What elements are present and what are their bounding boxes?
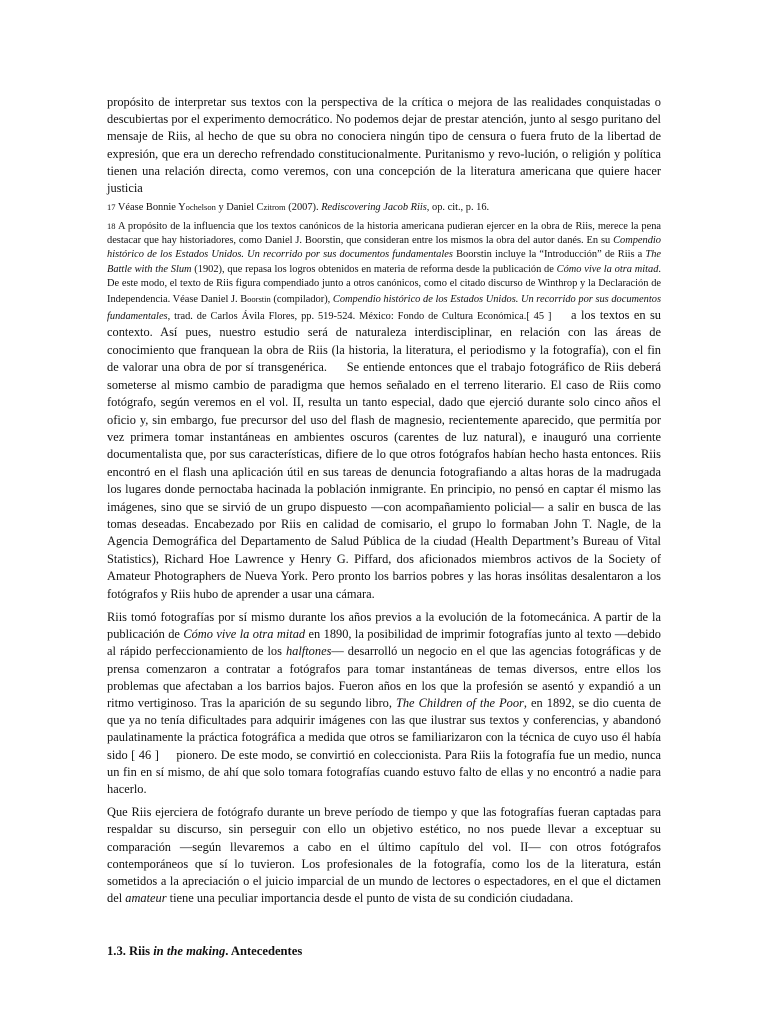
- paragraph-intro: propósito de interpretar sus textos con la perspectiva de la crítica o mejora de las realidades conquistadas o descubiertas por el experimento democrático. No podemos dejar de prestar atención, junto al sesgo puritano del mensaje de Riis, al hecho de que su obra no conociera ningún tipo de censura o fuera fruto de la libertad de expresión, que era un derecho refrendado constitucionalmente. Puritanismo y revo-lución, o religión y política tienen una relación directa, como veremos, con una concepción de la literatura americana que quiere hacer justicia: [107, 95, 661, 196]
- footnote-17: 17 Véase Bonnie Yochelson y Daniel Czitrom (2007). Rediscovering Jacob Riis, op. cit., p. 16.: [107, 202, 490, 214]
- footnote-number: 18: [107, 220, 116, 231]
- page-marker-46: [ 46 ]: [131, 747, 177, 762]
- body-continuation: a los textos en su contexto. Así pues, nuestro estudio será de naturaleza interdisciplinar, en relación con las áreas de conocimiento que franquean la obra de Riis (la historia, la literatura, el periodismo y la fotografía), con el fin de valorar una obra de por sí transgenérica. Se entiende entonces que el trabajo fotográfico de Riis deberá someterse al mismo cambio de paradigma que hemos señalado en el terreno literario. El caso de Riis como fotógrafo, según veremos en el vol. II, resulta un tanto especial, dado que ejerció durante solo cinco años el oficio y, sin embargo, fue precursor del uso del flash de magnesio, recientemente aparecido, que permitía por vez primera tomar instantáneas en ambientes oscuros (carentes de luz natural), e inauguró una corriente documentalista que, por sus características, difiere de lo que otros fotógrafos habían hecho hasta entonces. Riis encontró en el flash una aplicación útil en sus tareas de denuncia fotografiando a altas horas de la madrugada los lugares donde pernoctaba hacinada la población inmigrante. En principio, no pensó en captar él mismo las imágenes, sino que se sirvió de un grupo dispuesto —con acompañamiento policial— a salir en busca de las tomas deseadas. Encabezado por Riis en calidad de comisario, el grupo lo formaban John T. Nagle, de la Agencia Demográfica del Departamento de Salud Pública de la ciudad (Health Department’s Bureau of Vital Statistics), Richard Hoe Lawrence y Henry G. Piffard, dos aficionados miembros activos de la Society of Amateur Photographers de Nueva York. Pero pronto los barrios pobres y las horas insólitas desalentaron a los fotógrafos y Riis hubo de aprender a usar una cámara.: [107, 308, 661, 601]
- document-page: [107, 94, 661, 960]
- page-marker-45: [ 45 ]: [526, 311, 572, 323]
- footnote-number: 17: [107, 202, 116, 213]
- footnote-18: 18 A propósito de la influencia que los textos canónicos de la historia americana pudieran ejercer en la obra de Riis, merece la pena destacar que hay historiadores, como Daniel J. Boorstin, que consideran entre los mismos la obra del autor danés. En su Compendio histórico de los Estados Unidos. Un recorrido por sus documentos fundamentales Boorstin incluye la “Introducción” de Riis a The Battle with the Slum (1902), que repasa los logros obtenidos en materia de reforma desde la publicación de Cómo vive la otra mitad. De este modo, el texto de Riis figura compendiado junto a otros canónicos, como el citado discurso de Winthrop y la Declaración de Independencia. Véase Daniel J. Boorstin (compilador), Compendio histórico de los Estados Unidos. Un recorrido por sus documentos fundamentales, trad. de Carlos Ávila Flores, pp. 519-524. México: Fondo de Cultura Económica.[ 45 ] a los textos en su contexto. Así pues, nuestro estudio será de naturaleza interdisciplinar, en relación con las áreas de conocimiento que franquean la obra de Riis (la historia, la literatura, el periodismo y la fotografía), con el fin de valorar una obra de por sí transgenérica. Se entiende entonces que el trabajo fotográfico de Riis deberá someterse al mismo cambio de paradigma que hemos señalado en el terreno literario. El caso de Riis como fotógrafo, según veremos en el vol. II, resulta un tanto especial, dado que ejerció durante solo cinco años el oficio y, sin embargo, fue precursor del uso del flash de magnesio, recientemente aparecido, que permitía por vez primera tomar instantáneas en ambientes oscuros (carentes de luz natural), e inauguró una corriente documentalista que, por sus características, difiere de lo que otros fotógrafos habían hecho hasta entonces. Riis encontró en el flash una aplicación útil en sus tareas de denuncia fotografiando a altas horas de la madrugada los lugares donde pernoctaba hacinada la población inmigrante. En principio, no pensó en captar él mismo las imágenes, sino que se sirvió de un grupo dispuesto —con acompañamiento policial— a salir en busca de las tomas deseadas. Encabezado por Riis en calidad de comisario, el grupo lo formaban John T. Nagle, de la Agencia Demográfica del Departamento de Salud Pública de la ciudad (Health Department’s Bureau of Vital Statistics), Richard Hoe Lawrence y Henry G. Piffard, dos aficionados miembros activos de la Society of Amateur Photographers de Nueva York. Pero pronto los barrios pobres y las horas insólitas desalentaron a los fotógrafos y Riis hubo de aprender a usar una cámara.: [107, 220, 662, 601]
- paragraph-amateur: Que Riis ejerciera de fotógrafo durante un breve período de tiempo y que las fotografías fueran captadas para respaldar su discurso, sin perseguir con ello un objetivo estético, no nos puede llevar a exceptuar su comparación —según llevaremos a cabo en el último capítulo del vol. II— con otros fotógrafos contemporáneos que sí lo tuvieron. Los profesionales de la fotografía, como los de la literatura, están sometidos a la apreciación o el juicio imparcial de un mundo de lectores o espectadores, en el que el dictamen del amateur tiene una peculiar importancia desde el punto de vista de su condición ciudadana.: [107, 805, 661, 906]
- section-heading: 1.3. Riis in the making. Antecedentes: [107, 944, 303, 959]
- paragraph-photography: Riis tomó fotografías por sí mismo durante los años previos a la evolución de la fotomecánica. A partir de la publicación de Cómo vive la otra mitad en 1890, la posibilidad de imprimir fotografías junto al texto —debido al rápido perfeccionamiento de los halftones— desarrolló un negocio en el que las agencias fotográficas y de prensa comenzaron a contratar a fotógrafos para tomar instantáneas de temas diversos, entre ellos los problemas que afectaban a los barrios bajos. Fueron años en los que la profesión se asentó y expandió a un ritmo vertiginoso. Tras la aparición de su segundo libro, The Children of the Poor, en 1892, se dio cuenta de que ya no tenía dificultades para adquirir imágenes con las que ilustrar sus textos y conferencias, y abandonó paulatinamente la práctica fotográfica a medida que otros se familiarizaron con la técnica de cuyo uso él había sido [ 46 ] pionero. De este modo, se convirtió en coleccionista. Para Riis la fotografía fue un medio, nunca un fin en sí mismo, de ahí que solo tomara fotografías cuando estuvo falto de ellas y no encontró a nadie para hacerlo.: [107, 609, 661, 796]
